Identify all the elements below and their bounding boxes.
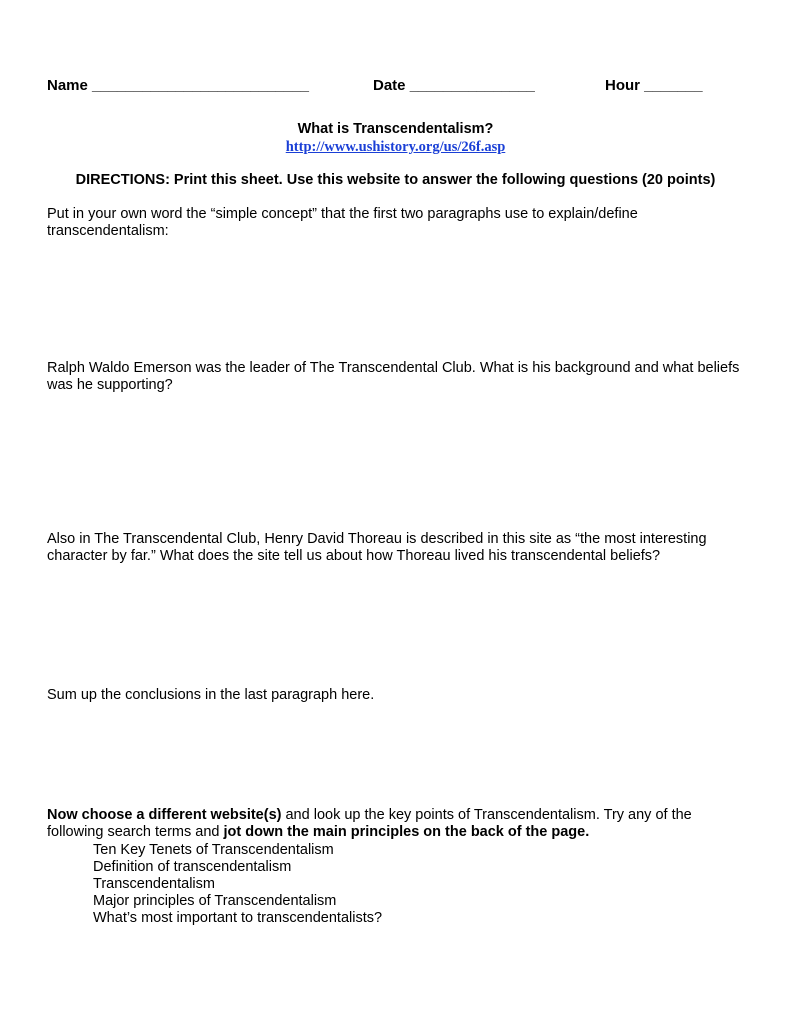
question-3: Also in The Transcendental Club, Henry David Thoreau is described in this site as “the most interesting character by far.” What does the site tell us about how Thoreau lived his transcendental beliefs? [47,531,707,564]
website-link[interactable]: http://www.ushistory.org/us/26f.asp [285,139,506,155]
date-field [373,77,535,94]
final-bold-end: jot down the main principles on the back of the page. [223,824,590,840]
date-label: Date [373,77,406,94]
name-label: Name [47,77,88,94]
date-blank[interactable]: _______________ [409,77,535,94]
question-1: Put in your own word the “simple concept” that the first two paragraphs use to explain/define transcendentalism: [47,206,638,239]
page-title: What is Transcendentalism? [297,121,494,137]
link-row [0,139,791,156]
hour-blank[interactable]: _______ [644,77,703,94]
question-4: Sum up the conclusions in the last paragraph here. [47,687,375,703]
directions: DIRECTIONS: Print this sheet. Use this website to answer the following questions (20 points) [75,172,716,188]
search-terms-list [93,842,382,927]
search-term: Major principles of Transcendentalism [93,893,337,909]
search-term: Definition of transcendentalism [93,859,292,875]
hour-label: Hour [605,77,640,94]
search-term: What’s most important to transcendentalists? [93,910,383,926]
search-term: Transcendentalism [93,876,215,892]
hour-field [605,77,703,94]
name-blank[interactable]: __________________________ [92,77,309,94]
search-term: Ten Key Tenets of Transcendentalism [93,842,334,858]
final-bold-start: Now choose a different website(s) [47,807,282,823]
name-field [47,77,309,94]
final-instructions [47,807,747,841]
final-mid: and look up the key points of Transcendentalism. Try any of the following search terms and [47,807,692,840]
question-2: Ralph Waldo Emerson was the leader of The Transcendental Club. What is his background and what beliefs was he supporting? [47,360,740,393]
